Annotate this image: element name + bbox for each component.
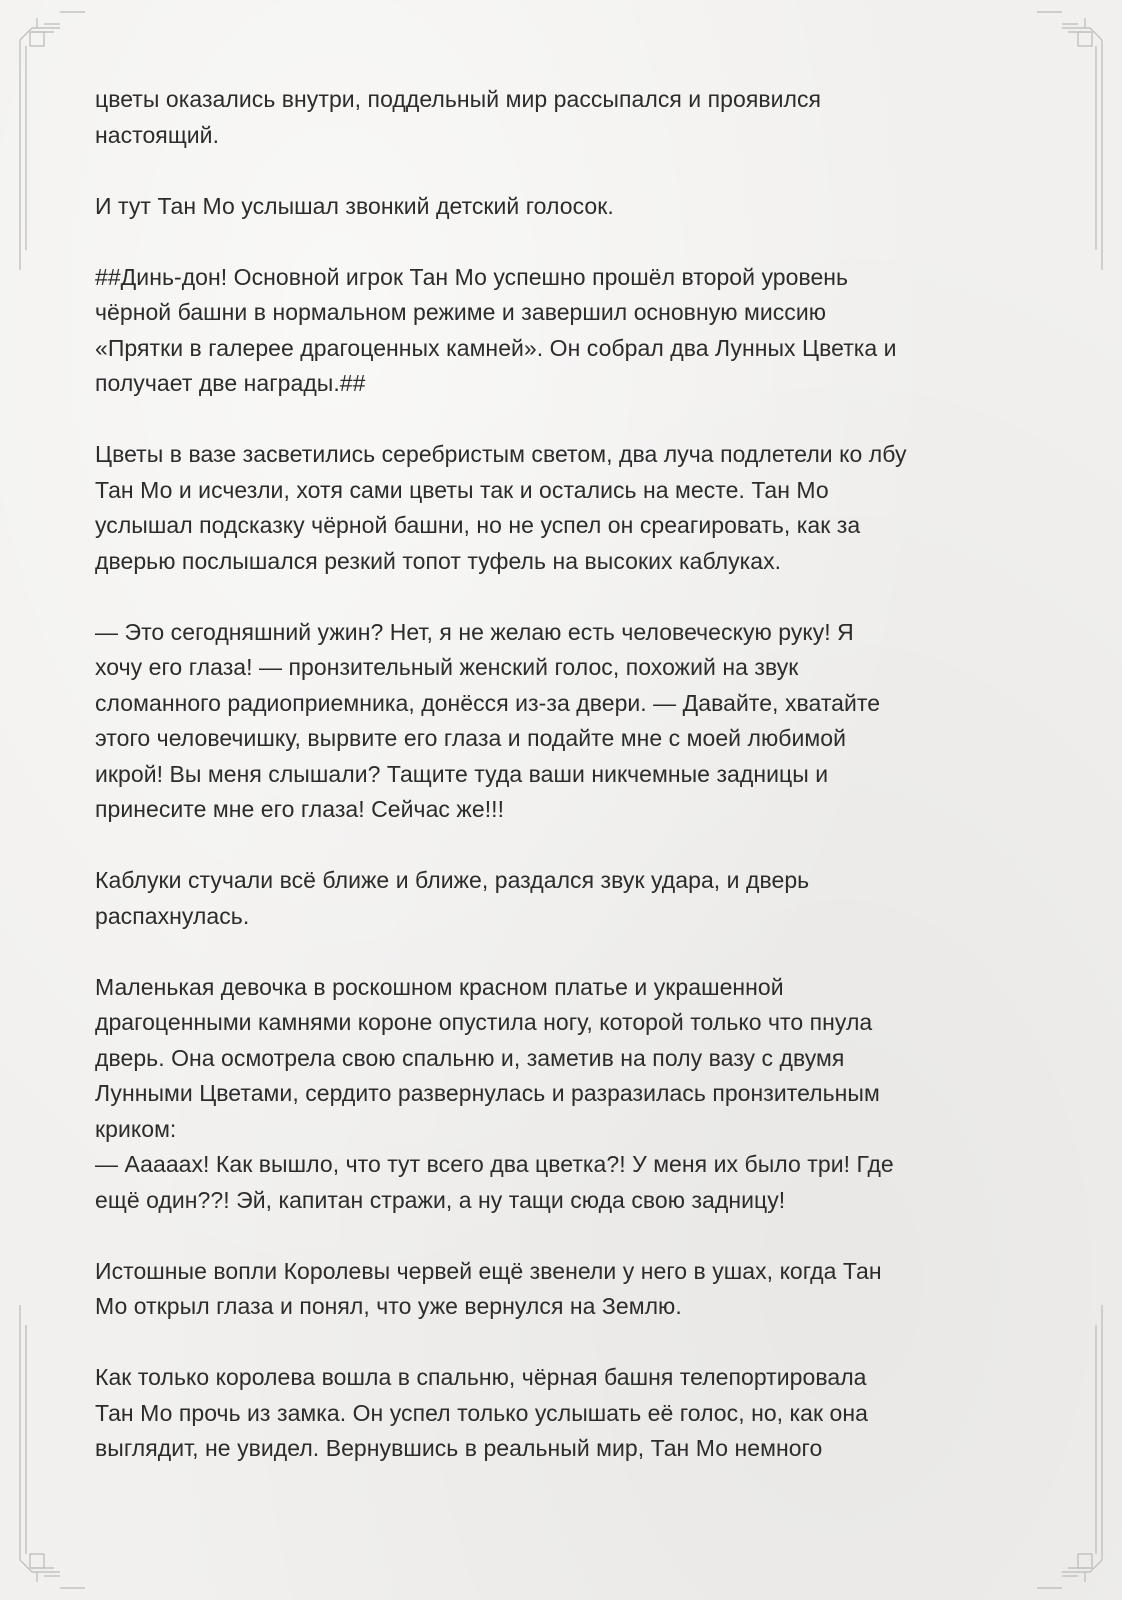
frame-corner-top-left-icon: [20, 12, 85, 270]
paragraph: ##Динь-дон! Основной игрок Тан Мо успешно прошёл второй уровень чёрной башни в нормальном режиме и завершил основную миссию «Прятки в галерее драгоценных камней». Он собрал два Лунных Цветка и получает две награды.##: [95, 263, 897, 396]
page-text-body: [95, 82, 1030, 1502]
paragraph: Цветы в вазе засветились серебристым светом, два луча подлетели ко лбу Тан Мо и исчезли, хотя сами цветы так и остались на месте. Тан Мо услышал подсказку чёрной башни, но не успел он среагировать, как за дверью послышался резкий топот туфель на высоких каблуках.: [95, 441, 907, 574]
paragraph: Каблуки стучали всё ближе и ближе, раздался звук удара, и дверь распахнулась.: [95, 867, 810, 929]
frame-corner-bottom-right-icon: [1037, 1305, 1102, 1588]
paragraph: Как только королева вошла в спальню, чёрная башня телепортировала Тан Мо прочь из замка. Он успел только услышать её голос, но, как она выглядит, не увидел. Вернувшись в реальный мир, Тан Мо немного: [95, 1364, 868, 1461]
frame-corner-bottom-left-icon: [20, 1305, 85, 1588]
frame-corner-top-right-icon: [1037, 12, 1102, 270]
paragraph: Истошные вопли Королевы червей ещё звенели у него в ушах, когда Тан Мо открыл глаза и понял, что уже вернулся на Землю.: [95, 1257, 882, 1319]
paragraph: Маленькая девочка в роскошном красном платье и украшенной драгоценными камнями короне опустила ногу, которой только что пнула дверь. Она осмотрела свою спальню и, заметив на полу вазу с двумя Лунными Цветами, сердито развернулась и разразилась пронзительным криком:: [95, 973, 880, 1142]
paragraph: цветы оказались внутри, поддельный мир рассыпался и проявился настоящий.: [95, 86, 822, 148]
paragraph: И тут Тан Мо услышал звонкий детский голосок.: [95, 192, 614, 219]
paragraph: — Аааааx! Как вышло, что тут всего два цветка?! У меня их было три! Где ещё один??! Эй, капитан стражи, а ну тащи сюда свою задницу!: [95, 1151, 894, 1213]
paragraph: — Это сегодняшний ужин? Нет, я не желаю есть человеческую руку! Я хочу его глаза! — пронзительный женский голос, похожий на звук сломанного радиоприемника, донёсся из-за двери. — Давайте, хватайте этого человечишку, вырвите его глаза и подайте мне с моей любимой икрой! Вы меня слышали? Тащите туда ваши никчемные задницы и принесите мне его глаза! Сейчас же!!!: [95, 618, 881, 822]
